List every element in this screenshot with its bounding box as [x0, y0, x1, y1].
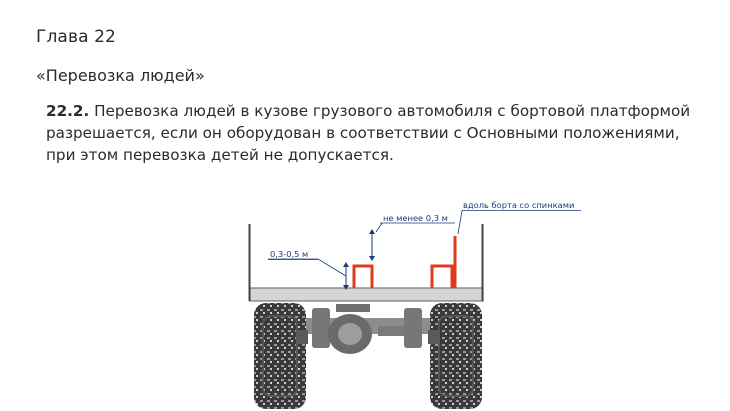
- axle-assembly: [296, 304, 440, 354]
- bench-seat: [354, 266, 372, 288]
- label-min-height: не менее 0,3 м: [383, 213, 448, 223]
- backrest-leader: [458, 210, 463, 234]
- right-wheel: [430, 303, 482, 409]
- rule-number: 22.2.: [46, 102, 90, 120]
- chapter-title: Глава 22: [36, 27, 116, 47]
- label-backrest: вдоль борта со спинками: [463, 200, 575, 210]
- min-height-leader: [376, 223, 382, 232]
- seat-height-leader: [268, 259, 346, 276]
- min-height-arrow: [369, 229, 375, 261]
- rule-text: Перевозка людей в кузове грузового автомобиля с бортовой платформой разрешается, если он оборудован в соответствии с Основными положениями, при этом перевозка детей не допускается.: [46, 102, 691, 164]
- section-title: «Перевозка людей»: [36, 66, 205, 85]
- left-wheel: [254, 303, 306, 409]
- cargo-platform: [250, 288, 483, 301]
- bench-seat-with-backrest: [432, 236, 455, 288]
- label-seat-height: 0,3-0,5 м: [270, 249, 309, 259]
